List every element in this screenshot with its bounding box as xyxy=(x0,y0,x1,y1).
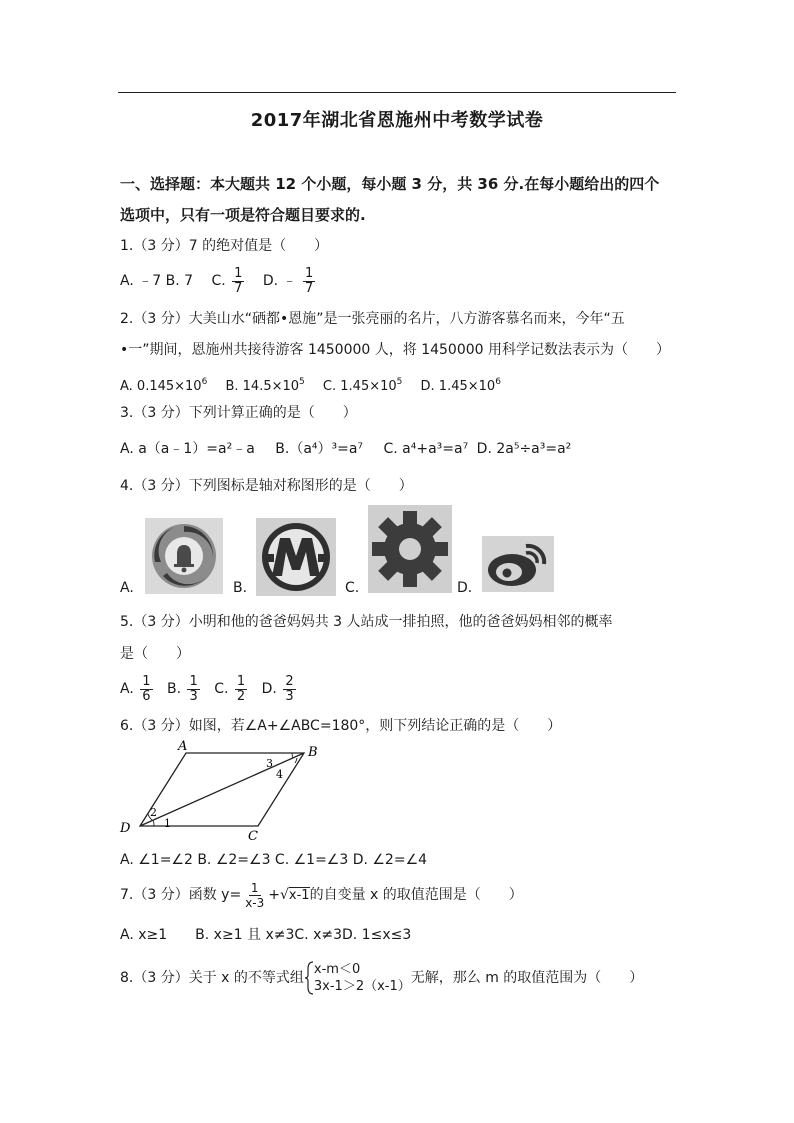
brace-icon xyxy=(304,961,314,995)
bell-logo-icon xyxy=(145,518,223,598)
q5-option-c-fraction: $\frac{1}{2}$ xyxy=(236,673,246,704)
question-5-options xyxy=(120,674,298,704)
q5-option-a-label: A. xyxy=(120,681,134,697)
q5-option-b-fraction: $\frac{1}{3}$ xyxy=(189,673,198,704)
q2-option-a: A. $0.145\times 10^6$ xyxy=(120,377,208,394)
q7-stem-pre: 7.（3 分）函数 y= xyxy=(120,887,242,903)
q7-fraction: $\frac{1}{x-3}$ xyxy=(245,880,265,910)
q1-option-ab: A. ﹣7 B. 7 xyxy=(120,273,194,289)
parallelogram-figure xyxy=(116,740,326,848)
question-8-stem xyxy=(120,958,643,998)
fig-angle-4: 4 xyxy=(276,768,283,781)
q7-sqrt-sign: +√ xyxy=(268,887,289,903)
question-6-stem: 6.（3 分）如图，若∠A+∠ABC=180°，则下列结论正确的是（ ） xyxy=(120,718,562,734)
section-heading-line2: 选项中，只有一项是符合题目要求的. xyxy=(120,206,366,224)
q3-option-b: B.（a⁴）³=a⁷ xyxy=(275,441,364,457)
q1-option-c-label: C. xyxy=(211,273,226,289)
fig-angle-3: 3 xyxy=(266,757,273,770)
question-3-stem: 3.（3 分）下列计算正确的是（ ） xyxy=(120,405,357,421)
gear-icon xyxy=(368,505,452,597)
q4-option-a-label: A. xyxy=(120,580,134,596)
q4-option-d-label: D. xyxy=(457,580,473,596)
q5-option-d-fraction: $\frac{2}{3}$ xyxy=(285,673,294,704)
q8-inequality-2: 3x-1＞2（x-1） xyxy=(313,979,411,994)
q5-option-d-label: D. xyxy=(261,681,277,697)
question-7-stem xyxy=(120,880,523,911)
q1-option-d-label: D. ﹣ xyxy=(262,273,297,289)
q8-stem-pre: 8.（3 分）关于 x 的不等式组 xyxy=(120,970,304,986)
question-3-options xyxy=(120,439,571,459)
q4-option-b-label: B. xyxy=(233,580,248,596)
q7-radicand: x-1 xyxy=(288,888,310,903)
q2-option-b: B. $14.5\times 10^5$ xyxy=(225,377,305,394)
question-2-stem-line2: •一”期间，恩施州共接待游客 1450000 人，将 1450000 用科学记数法表示为（ ） xyxy=(120,342,671,358)
fig-label-A: A xyxy=(178,740,188,754)
question-4-stem: 4.（3 分）下列图标是轴对称图形的是（ ） xyxy=(120,478,413,494)
header-rule xyxy=(118,92,676,93)
q1-option-d-fraction: $\frac{1}{7}$ xyxy=(305,265,314,296)
fig-label-C: C xyxy=(248,829,258,844)
q3-option-a: A. a（a﹣1）=a²﹣a xyxy=(120,441,255,457)
q5-option-b-label: B. xyxy=(166,681,182,697)
weibo-logo-icon xyxy=(482,536,554,596)
question-5-stem-line2: 是（ ） xyxy=(120,646,190,662)
section-heading-line1: 一、选择题：本大题共 12 个小题，每小题 3 分，共 36 分.在每小题给出的四个 xyxy=(120,175,660,193)
q5-option-a-fraction: $\frac{1}{6}$ xyxy=(142,673,151,704)
q8-stem-post: 无解，那么 m 的取值范围为（ ） xyxy=(410,970,644,986)
question-7-options: A. x≥1 B. x≥1 且 x≠3C. x≠3D. 1≤x≤3 xyxy=(120,927,412,943)
fig-label-B: B xyxy=(308,745,318,760)
question-2-options xyxy=(120,372,501,397)
q3-option-d: D. 2a⁵÷a³=a² xyxy=(476,441,572,457)
q4-option-c-label: C. xyxy=(345,580,360,596)
q7-stem-post: 的自变量 x 的取值范围是（ ） xyxy=(309,887,523,903)
q2-option-c: C. $1.45\times 10^5$ xyxy=(322,377,403,394)
q5-option-c-label: C. xyxy=(214,681,229,697)
q8-inequality-1: x-m＜0 xyxy=(313,962,361,977)
q8-inequality-system xyxy=(314,961,411,995)
metro-logo-icon xyxy=(256,518,336,600)
fig-angle-2: 2 xyxy=(150,806,157,819)
question-6-options: A. ∠1=∠2 B. ∠2=∠3 C. ∠1=∠3 D. ∠2=∠4 xyxy=(120,852,428,868)
page-title: 2017年湖北省恩施州中考数学试卷 xyxy=(250,110,544,131)
q1-option-c-fraction: $\frac{1}{7}$ xyxy=(234,265,243,296)
question-5-stem-line1: 5.（3 分）小明和他的爸爸妈妈共 3 人站成一排拍照，他的爸爸妈妈相邻的概率 xyxy=(120,614,613,630)
question-2-stem-line1: 2.（3 分）大美山水“硒都•恩施”是一张亮丽的名片，八方游客慕名而来，今年“五 xyxy=(120,311,625,327)
fig-angle-1: 1 xyxy=(164,817,171,830)
fig-label-D: D xyxy=(120,821,131,836)
q2-option-d: D. $1.45\times 10^6$ xyxy=(420,377,501,394)
question-1-options xyxy=(120,266,317,296)
q3-option-c: C. a⁴+a³=a⁷ xyxy=(383,441,469,457)
question-1-stem: 1.（3 分）7 的绝对值是（ ） xyxy=(120,238,329,254)
